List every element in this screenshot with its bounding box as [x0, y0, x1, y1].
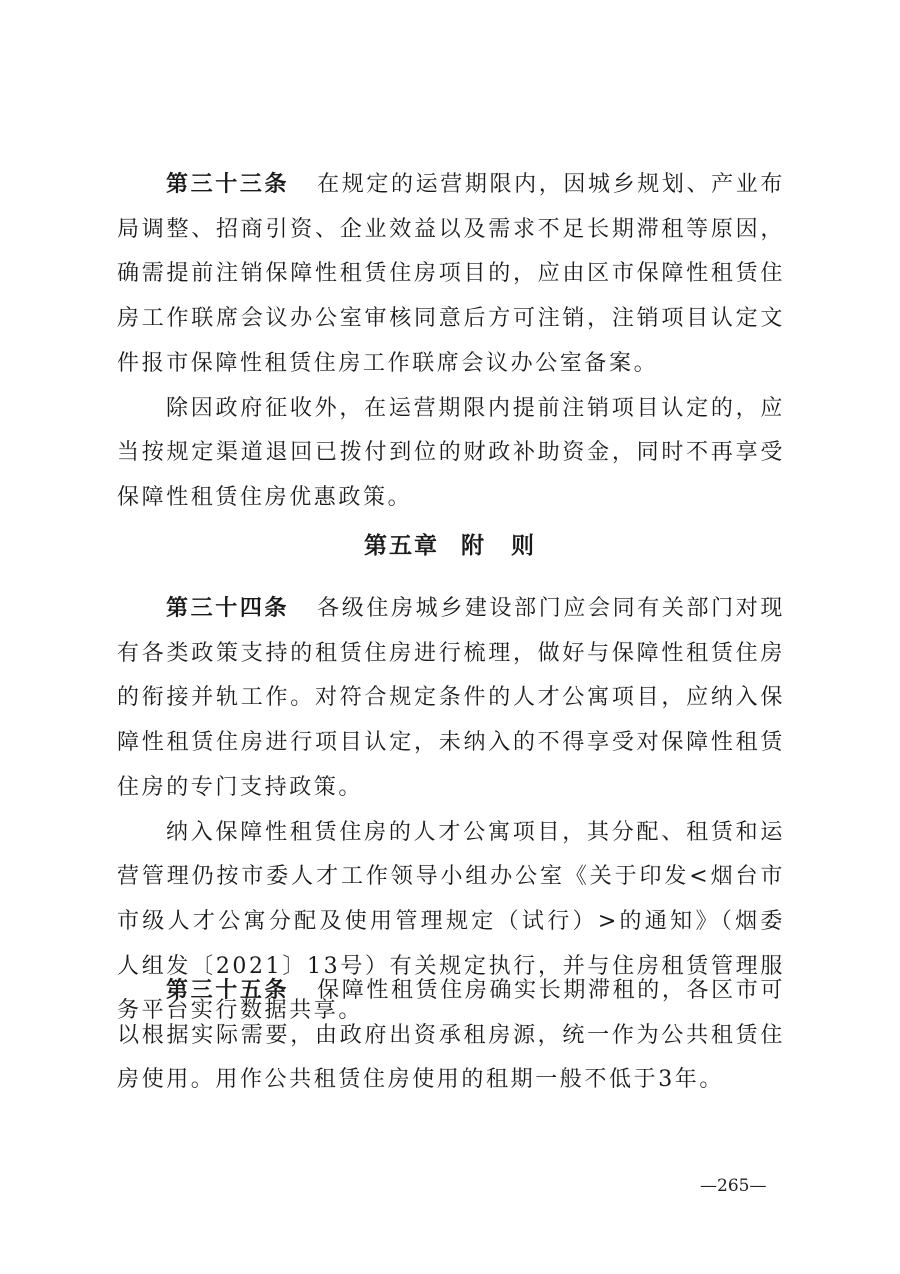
article-35-text: 保障性租赁住房确实长期滞租的，各区市可以根据实际需要，由政府出资承租房源，统一作为公共租赁住房使用。用作公共租赁住房使用的租期一般不低于3年。	[117, 978, 785, 1093]
page-number: —265—	[700, 1176, 767, 1196]
article-33-paragraph-2: 除因政府征收外，在运营期限内提前注销项目认定的，应当按规定渠道退回已拨付到位的财政补助资金，同时不再享受保障性租赁住房优惠政策。	[117, 395, 785, 510]
article-34	[117, 586, 785, 1034]
article-34-paragraph-2: 纳入保障性租赁住房的人才公寓项目，其分配、租赁和运营管理仍按市委人才工作领导小组办公室《关于印发<烟台市市级人才公寓分配及使用管理规定（试行）>的通知》（烟委人组发〔2021〕13号）有关规定执行，并与住房租赁管理服务平台实行数据共享。	[117, 819, 785, 1024]
article-33	[117, 162, 785, 521]
chapter-heading	[0, 524, 900, 568]
article-34-label: 第三十四条	[166, 595, 290, 621]
article-33-paragraph-1	[117, 162, 785, 387]
article-33-text: 在规定的运营期限内，因城乡规划、产业布局调整、招商引资、企业效益以及需求不足长期滞租等原因，确需提前注销保障性租赁住房项目的，应由区市保障性租赁住房工作联席会议办公室审核同意后方可注销，注销项目认定文件报市保障性租赁住房工作联席会议办公室备案。	[117, 172, 785, 376]
article-35	[117, 968, 785, 1103]
article-35-label: 第三十五条	[166, 977, 290, 1003]
article-35-paragraph-1	[117, 968, 785, 1103]
article-33-label: 第三十三条	[166, 171, 290, 197]
chapter-number: 第五章	[364, 532, 439, 559]
article-34-paragraph-1	[117, 586, 785, 811]
chapter-title: 附 则	[461, 532, 536, 559]
article-34-text: 各级住房城乡建设部门应会同有关部门对现有各类政策支持的租赁住房进行梳理，做好与保障性租赁住房的衔接并轨工作。对符合规定条件的人才公寓项目，应纳入保障性租赁住房进行项目认定，未纳入的不得享受对保障性租赁住房的专门支持政策。	[117, 596, 785, 800]
